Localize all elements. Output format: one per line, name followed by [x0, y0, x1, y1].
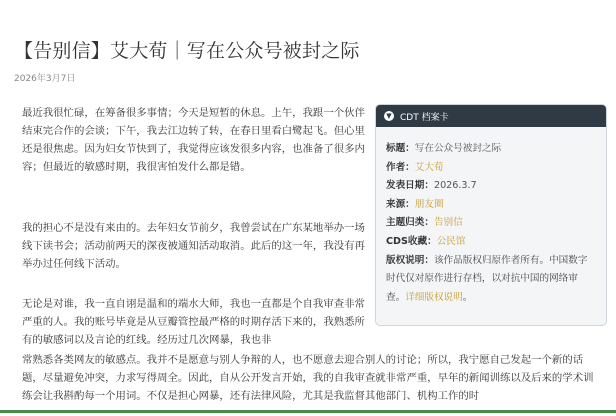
rights-label: 版权说明：: [386, 254, 434, 266]
cdt-archive-card: [375, 104, 607, 326]
card-row-rights: [386, 252, 594, 308]
paragraph: 最近我很忙碌，在筹备很多事情；今天是短暂的休息。上午，我跟一个伙伴结束完合作的会谈；下午，我去江边转了转，在春日里看白鹭起飞。但心里还是很焦虑。因为妇女节快到了，我觉得应该发很多内容，也准备了很多内容；但最近的敏感时期，我很害怕发什么都是错。: [22, 107, 365, 173]
card-row-source: [386, 196, 594, 215]
rights-link[interactable]: 详细版权说明: [405, 291, 463, 303]
card-header-label: CDT 档案卡: [400, 112, 449, 123]
rights-text: 该作品版权归原作者所有。中国数字时代仅对原作进行存档，以对抗中国的网络审查。: [386, 254, 588, 303]
card-header[interactable]: [376, 105, 606, 127]
date-label: 发表日期：: [386, 180, 434, 192]
card-row-title: [386, 140, 594, 159]
bottom-divider: [0, 410, 616, 413]
card-body: [376, 127, 606, 307]
topic-label: 主题归类：: [386, 217, 434, 229]
paragraph: 无论是对谁，我一直自诩是温和的端水大师，我也一直都是个自我审查非常严重的人。我的账号毕竟是从豆瓣管控最严格的时期存活下来的，我熟悉所有的敏感词以及言论的红线。经历过几次网暴，我也非: [22, 298, 365, 346]
cds-link[interactable]: 公民馆: [436, 235, 466, 247]
card-row-cds: [386, 233, 594, 252]
author-link[interactable]: 艾大荀: [414, 161, 444, 173]
card-row-author: [386, 159, 594, 178]
rights-end: 。: [462, 291, 473, 303]
title-value: 写在公众号被封之际: [414, 143, 502, 154]
paragraph: 我的担心不是没有来由的。去年妇女节前夕，我曾尝试在广东某地举办一场线下读书会；活动前两天的深夜被通知活动取消。此后的这一年，我没有再举办过任何线下活动。: [22, 222, 365, 270]
paragraph: 常熟悉各类网友的敏感点。我并不是愿意与别人争辩的人，也不愿意去迎合别人的讨论；所以，我宁愿自己发起一个新的话题，尽量避免冲突，力求写得周全。因此，自从公开发言开始，我的自我审查就非常严重，早年的新闻训练以及后来的学术训练会让我斟酌每一个用词。不仅是担心网暴，还有法律风险，尤其是我监督其他部门、机构工作的时: [22, 354, 594, 402]
article-title: 【告别信】艾大荀｜写在公众号被封之际: [14, 40, 360, 62]
title-label: 标题：: [386, 143, 415, 154]
source-link[interactable]: 朋友圈: [414, 198, 444, 210]
card-row-date: [386, 177, 594, 196]
topic-link[interactable]: 告别信: [433, 217, 463, 229]
article-date: 2026年3月7日: [14, 74, 76, 84]
cds-label: CDS收藏：: [386, 235, 437, 247]
card-row-topic: [386, 214, 594, 233]
author-label: 作者：: [386, 161, 415, 173]
date-value: 2026.3.7: [433, 180, 477, 192]
chevron-down-icon[interactable]: ▼: [384, 111, 394, 121]
source-label: 来源：: [386, 198, 415, 210]
